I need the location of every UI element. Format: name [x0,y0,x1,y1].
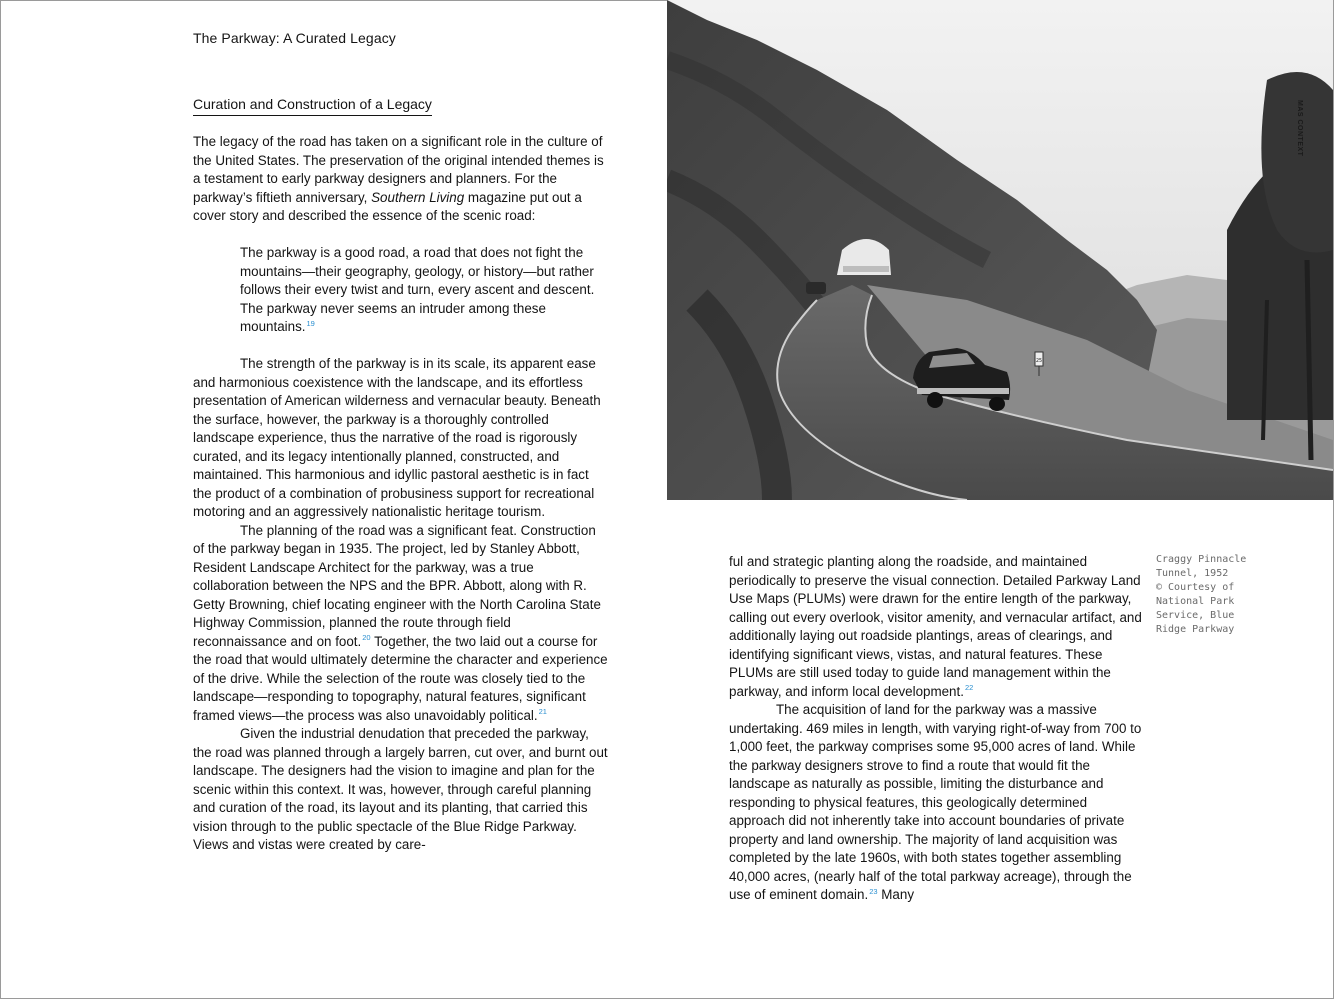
paragraph-strength: The strength of the parkway is in its scale, its apparent ease and harmonious coexistence with the landscape, and its effortless presentation of American wilderness and vernacular beauty. Beneath the surface, however, the parkway is a thoroughly controlled landscape experience, thus the narrative of the road is rigorously curated, and its legacy intentionally planned, constructed, and maintained. This harmonious and idyllic pastoral aesthetic is in fact the product of a combination of probusiness support for recreational motoring and an aggressively nationalistic heritage tourism. [193,356,601,519]
section-heading: Curation and Construction of a Legacy [193,96,432,116]
paragraph-acquisition: The acquisition of land for the parkway was a massive undertaking. 469 miles in length, with varying right-of-way from 700 to 1,000 feet, the parkway comprises some 95,000 acres of land. While the parkway designers strove to find a route that would fit the landscape as naturally as possible, limiting the disturbance and responding to physical features, this geologically determined approach did not inherently take into account boundaries of private property and land ownership. The majority of land acquisition was completed by the late 1960s, with both states together assembling 40,000 acres, (nearly half of the total parkway acreage), through the use of eminent domain.$^{23}$ Many [729,702,1142,902]
block-quote: The parkway is a good road, a road that does not fight the mountains—their geography, geology, or history—but rather follows their every twist and turn, every ascent and descent. The parkway never seems an intruder among these mountains.$^{19}$ [240,245,595,334]
side-tab: MAS CONTEXT [1296,100,1303,157]
paragraph-continued: ful and strategic planting along the roadside, and maintained periodically to preserve the visual connection. Detailed Parkway Land Use Maps (PLUMs) were drawn for the entire length of the parkway, calling out every overlook, visitor amenity, and vernacular artifact, and additionally laying out roadside plantings, areas of clearings, and identifying significant views, vistas, and natural features. These PLUMs are still used today to guide land management within the parkway, and inform local development.$^{22}$ [729,554,1142,699]
footnote-ref-23[interactable]: 23 [869,886,878,896]
paragraph-denudation: Given the industrial denudation that preceded the parkway, the road was planned through a largely barren, cut over, and burnt out landscape. The designers had the vision to imagine and plan for the scenic within this context. It was, however, through careful planning and curation of the road, its layout and its planting, that carried this vision through to the public spectacle of the Blue Ridge Parkway. Views and vistas were created by care- [193,726,608,852]
intro-paragraph: The legacy of the road has taken on a significant role in the culture of the United States. The preservation of the original intended themes is a testament to early parkway designers and planners. For the parkway’s fiftieth anniversary, Southern Living magazine put out a cover story and described the essence of the scenic road: [193,134,604,223]
left-column [193,133,608,855]
running-head: The Parkway: A Curated Legacy [193,30,396,46]
footnote-ref-19[interactable]: 19 [306,318,315,328]
footnote-ref-21[interactable]: 21 [538,707,547,717]
parkway-tunnel-photo [667,0,1333,500]
footnote-ref-22[interactable]: 22 [964,683,974,693]
road-sign-text: 25 [1036,358,1043,364]
footnote-ref-20[interactable]: 20 [362,633,371,643]
paragraph-planning: The planning of the road was a significant feat. Construction of the parkway began in 1935. The project, led by Stanley Abbott, Resident Landscape Architect for the parkway, was a true collaboration between the NPS and the BPR. Abbott, along with R. Getty Browning, chief locating engineer with the North Carolina State Highway Commission, planned the route through field reconnaissance and on foot.$^{20}$ Together, the two laid out a course for the road that would ultimately determine the character and experience of the drive. While the selection of the route was closely tied to the landscape—responding to topography, natural features, significant framed views—the process was also unavoidably political.$^{21}$ [193,522,608,723]
photo-caption: Craggy Pinnacle Tunnel, 1952 © Courtesy of National Park Service, Blue Ridge Parkway [1156,554,1247,635]
right-column [729,553,1145,905]
magazine-title: Southern Living [371,189,465,205]
